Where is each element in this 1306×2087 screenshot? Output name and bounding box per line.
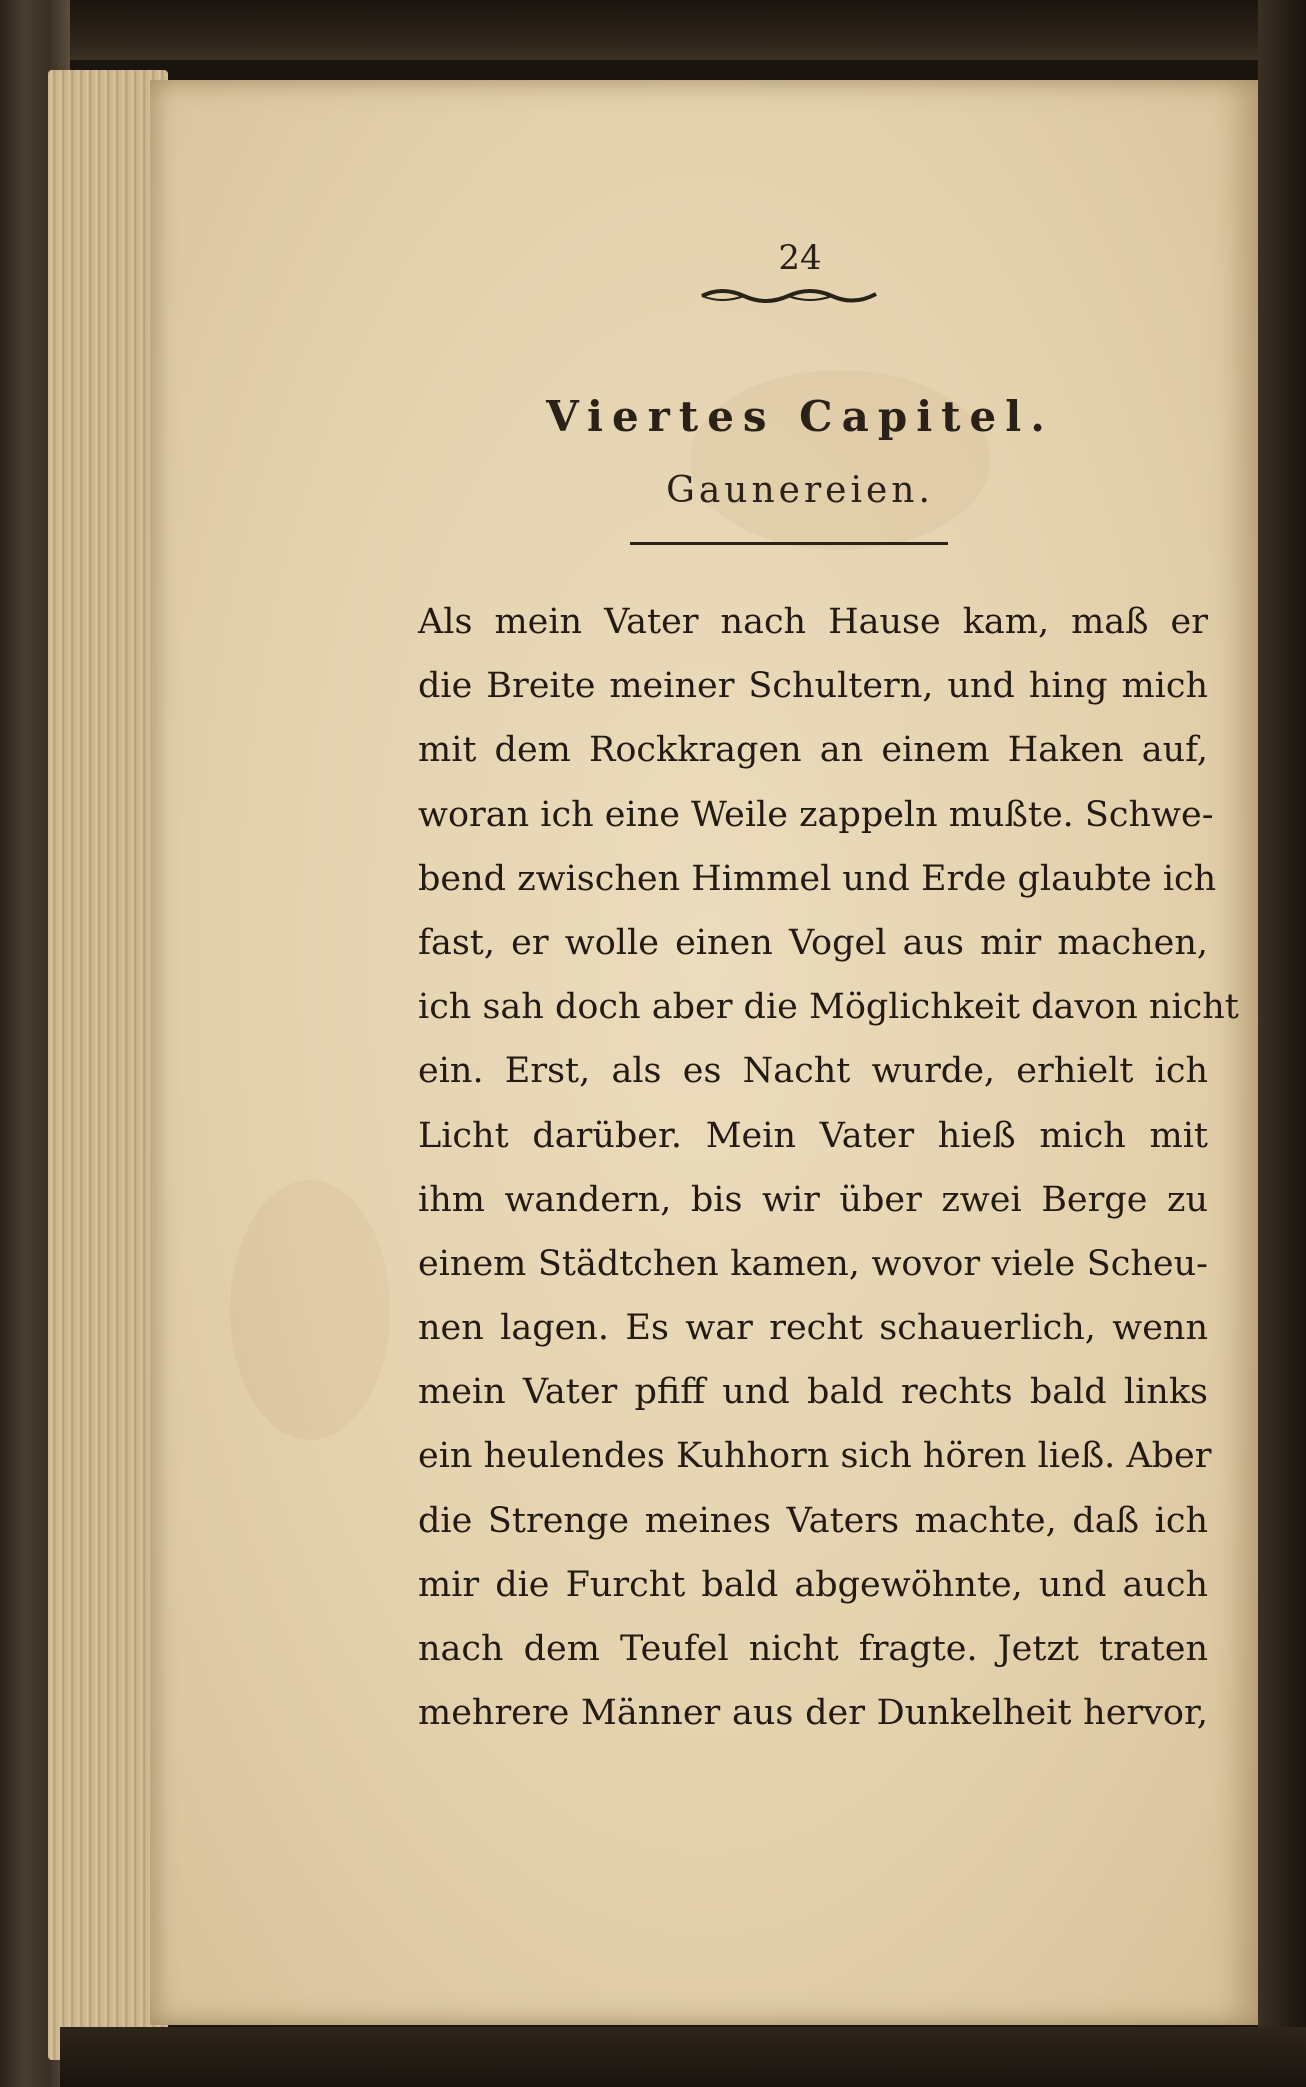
text-line: ihm wandern, bis wir über zwei Berge zu <box>418 1179 1208 1220</box>
paper-stain <box>230 1180 390 1440</box>
book-right-edge <box>1258 0 1306 2087</box>
book-top-edge <box>60 0 1306 60</box>
text-line: ein heulendes Kuhhorn sich hören ließ. Aber <box>418 1436 1212 1477</box>
page-number: 24 <box>778 238 822 278</box>
text-line: mehrere Männer aus der Dunkelheit hervor, <box>418 1693 1208 1734</box>
text-line: ein. Erst, als es Nacht wurde, erhielt ich <box>418 1051 1208 1092</box>
text-line: mir die Furcht bald abgewöhnte, und auch <box>418 1564 1208 1605</box>
text-line: mit dem Rockkragen an einem Haken auf, <box>418 730 1208 771</box>
text-line: nach dem Teufel nicht fragte. Jetzt traten <box>418 1629 1208 1669</box>
title-rule <box>630 542 948 545</box>
text-line: einem Städtchen kamen, wovor viele Scheu- <box>418 1243 1208 1284</box>
ornament-divider <box>700 282 880 306</box>
chapter-subtitle: Gaunereien. <box>666 470 934 511</box>
text-line: mein Vater pfiff und bald rechts bald links <box>418 1372 1208 1413</box>
text-line: die Strenge meines Vaters machte, daß ich <box>418 1500 1208 1541</box>
text-line: bend zwischen Himmel und Erde glaubte ich <box>418 858 1217 899</box>
body-text <box>418 590 1239 1745</box>
text-line: fast, er wolle einen Vogel aus mir machen, <box>418 922 1208 963</box>
text-line: ich sah doch aber die Möglichkeit davon nicht <box>418 987 1239 1028</box>
chapter-title: Viertes Capitel. <box>546 392 1054 441</box>
text-line: die Breite meiner Schultern, und hing mich <box>418 666 1208 707</box>
text-line: nen lagen. Es war recht schauerlich, wenn <box>418 1308 1208 1349</box>
book-bottom-edge <box>60 2027 1306 2087</box>
text-line: Licht darüber. Mein Vater hieß mich mit <box>418 1115 1208 1156</box>
text-line: woran ich eine Weile zappeln mußte. Schwe- <box>418 794 1214 835</box>
text-line: Als mein Vater nach Hause kam, maß er <box>418 602 1208 642</box>
